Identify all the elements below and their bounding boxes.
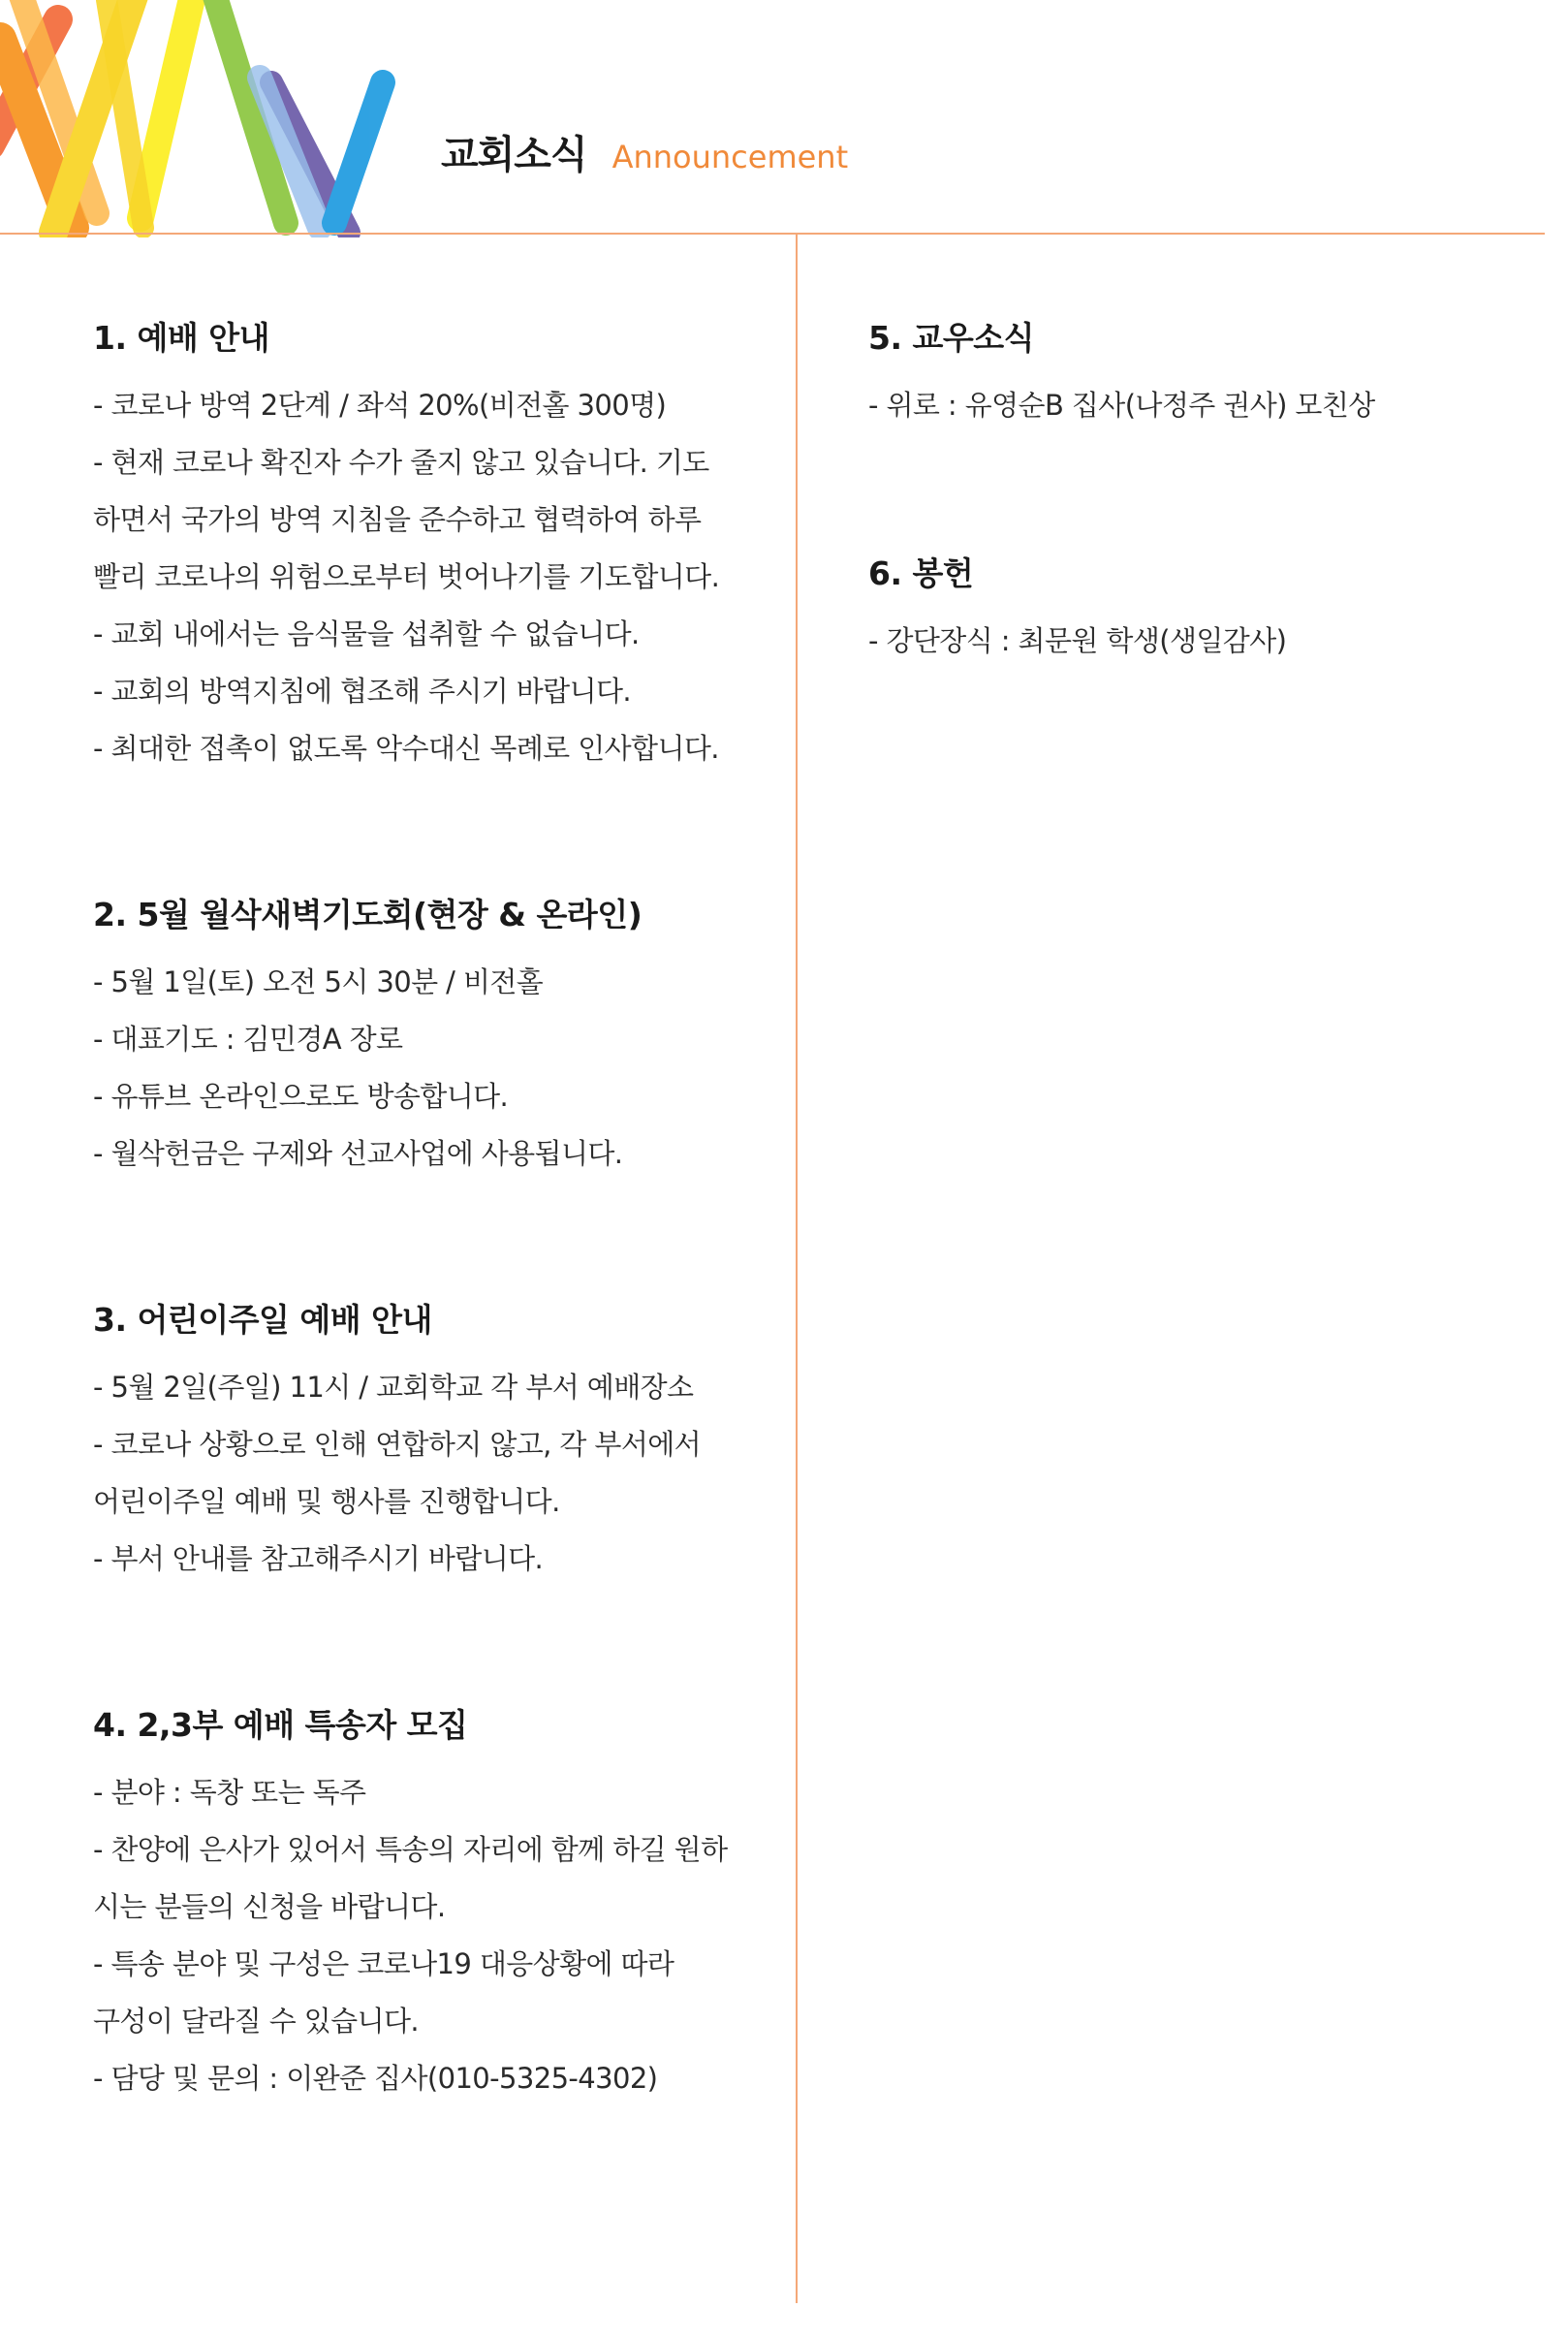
section-line: - 교회 내에서는 음식물을 섭취할 수 없습니다. [93,617,640,650]
section-line: - 5월 2일(주일) 11시 / 교회학교 각 부서 예배장소 [93,1371,694,1404]
section-line: - 현재 코로나 확진자 수가 줄지 않고 있습니다. 기도 [93,446,709,479]
section-line: - 최대한 접촉이 없도록 악수대신 목례로 인사합니다. [93,732,719,765]
section-title: 5. 교우소식 [868,319,1034,357]
section-member-news [868,315,1489,434]
section-childrens-day [93,1297,733,1588]
section-line: - 유튜브 온라인으로도 방송합니다. [93,1080,509,1113]
left-column [93,315,733,2222]
section-line: - 월삭헌금은 구제와 선교사업에 사용됩니다. [93,1137,623,1170]
section-line: 시는 분들의 신청을 바랍니다. [93,1890,446,1923]
section-line: - 특송 분야 및 구성은 코로나19 대응상황에 따라 [93,1947,674,1980]
header-divider [0,233,1545,235]
logo-stripes-graphic [0,0,407,237]
section-line: 빨리 코로나의 위험으로부터 벗어나기를 기도합니다. [93,560,720,593]
section-title: 4. 2,3부 예배 특송자 모집 [93,1706,468,1744]
right-column [868,315,1489,786]
section-special-music [93,1702,733,2107]
section-dawn-prayer [93,892,733,1183]
section-offering [868,551,1489,670]
section-title: 1. 예배 안내 [93,319,269,357]
page-header [441,124,848,179]
section-line: 구성이 달라질 수 있습니다. [93,2005,420,2038]
column-divider [796,234,798,2303]
section-title: 2. 5월 월삭새벽기도회(현장 & 온라인) [93,896,643,933]
section-line: 하면서 국가의 방역 지침을 준수하고 협력하여 하루 [93,503,702,536]
section-line: 어린이주일 예배 및 행사를 진행합니다. [93,1485,560,1518]
page-subtitle: Announcement [612,139,849,175]
section-line: - 코로나 방역 2단계 / 좌석 20%(비전홀 300명) [93,389,667,422]
page-title: 교회소식 [441,133,587,177]
section-line: - 5월 1일(토) 오전 5시 30분 / 비전홀 [93,965,544,998]
section-line: - 코로나 상황으로 인해 연합하지 않고, 각 부서에서 [93,1428,702,1461]
section-worship-guide [93,315,733,777]
section-line: - 분야 : 독창 또는 독주 [93,1776,366,1809]
section-line: - 대표기도 : 김민경A 장로 [93,1023,403,1056]
section-line: - 위로 : 유영순B 집사(나정주 권사) 모친상 [868,389,1375,422]
section-line: - 찬양에 은사가 있어서 특송의 자리에 함께 하길 원하 [93,1833,728,1866]
section-title: 3. 어린이주일 예배 안내 [93,1301,432,1339]
section-line: - 강단장식 : 최문원 학생(생일감사) [868,624,1287,657]
section-line: - 교회의 방역지침에 협조해 주시기 바랍니다. [93,675,632,708]
section-line: - 담당 및 문의 : 이완준 집사(010-5325-4302) [93,2062,658,2095]
section-title: 6. 봉헌 [868,554,974,592]
section-line: - 부서 안내를 참고해주시기 바랍니다. [93,1542,544,1575]
